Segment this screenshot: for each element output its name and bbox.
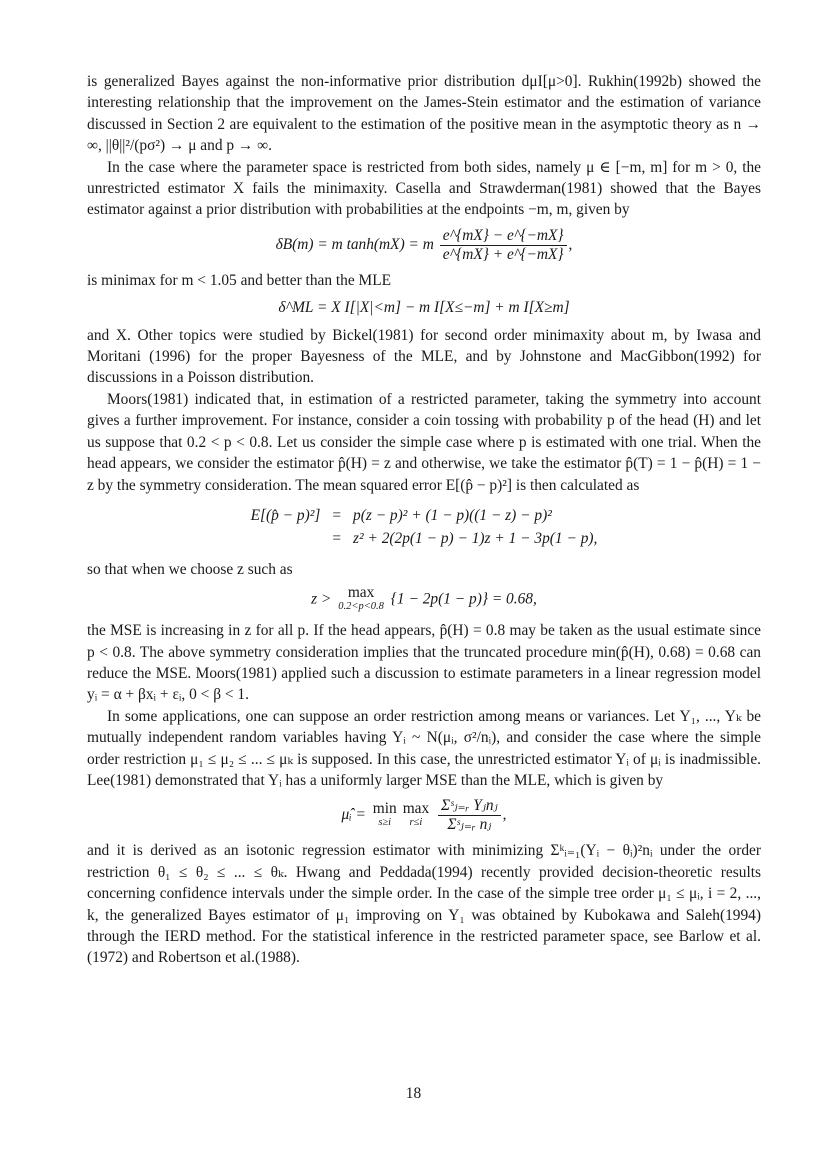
paragraph-7: the MSE is increasing in z for all p. If the head appears, p̂(H) = 0.8 may be taken as the usual estimate since p < 0.8. The above symmetry consideration implies that the truncated procedure min(p̂(H), 0.68) = 0.68 can reduce the MSE. Moors(1981) applied such a discussion to estimate parameters in a linear regression model yᵢ = α + βxᵢ + εᵢ, 0 < β < 1. [87,622,761,704]
equation-bayes-estimator [87,227,761,264]
zchoice-rhs: {1 − 2p(1 − p)} = 0.68, [390,590,537,608]
mse-rhs-2: z² + 2(2p(1 − p) − 1)z + 1 − 3p(1 − p), [353,530,598,548]
bayes-tail: , [568,235,573,253]
iso-numerator: Σˢⱼ₌ᵣ Yⱼnⱼ [438,797,501,816]
zchoice-limits: 0.2<p<0.8 [338,601,384,613]
zchoice-lhs: z > [311,590,332,608]
equation-z-choice [87,586,761,614]
zchoice-max-operator [338,586,384,614]
paragraph-2: In the case where the parameter space is restricted from both sides, namely μ ∈ [−m, m] for m > 0, the unrestricted estimator X fails the minimaxity. Casella and Strawderman(1981) showed that the Bayes estimator against a prior distribution with probabilities at the endpoints −m, m, given by [87,158,761,219]
paragraph-5: Moors(1981) indicated that, in estimation of a restricted parameter, taking the symmetry into account gives a further improvement. For instance, consider a coin tossing with probability p of the head (H) and let us suppose that 0.2 < p < 0.8. Let us consider the simple case where p is estimated with one trial. When the head appears, we consider the estimator p̂(H) = z and otherwise, we take the estimator p̂(T) = 1 − p̂(H) = 1 − z by the symmetry consideration. The mean squared error E[(p̂ − p)²] is then calculated as [87,390,761,494]
bayes-denominator: e^{mX} + e^{−mX} [442,245,564,263]
iso-limit-min: s≥i [378,816,392,828]
iso-op-max: max [402,799,430,817]
iso-min-operator [372,799,397,830]
paragraph-8: In some applications, one can suppose an order restriction among means or variances. Let Y₁, ..., Yₖ be mutually independent random variables having Yᵢ ~ N(μᵢ, σ²/nᵢ), and consider the case where the simple order restriction μ₁ ≤ μ₂ ≤ ... ≤ μₖ is supposed. In this case, the unrestricted estimator Yᵢ of μᵢ is inadmissible. Lee(1981) demonstrated that Yᵢ has a uniformly larger MSE than the MLE, which is given by [87,707,761,789]
mse-eq-2: = [332,530,342,548]
paragraph-9: and it is derived as an isotonic regression estimator with minimizing Σᵏᵢ₌₁(Yᵢ − θᵢ)²nᵢ under the order restriction θ₁ ≤ θ₂ ≤ ... ≤ θₖ. Hwang and Peddada(1994) recently provided decision-theoretic results concerning confidence intervals under the simple order. In the case of the simple tree order μ₁ ≤ μᵢ, i = 2, ..., k, the generalized Bayes estimator of μ₁ improving on Y₁ was obtained by Kubokawa and Saleh(1994) through the IERD method. For the statistical inference in the restricted parameter space, see Barlow et al.(1972) and Robertson et al.(1988). [87,842,761,967]
paragraph-3: is minimax for m < 1.05 and better than the MLE [87,271,392,289]
iso-op-min: min [372,799,397,817]
bayes-lhs: δB(m) = m tanh(mX) = m [275,235,434,253]
equation-mse [245,504,604,551]
equation-isotonic-mle [87,797,761,834]
paragraph-6: so that when we choose z such as [87,560,293,578]
bayes-fraction [440,227,567,264]
zchoice-op: max [347,584,375,602]
mse-rhs-1: p(z − p)² + (1 − p)((1 − z) − p)² [353,506,552,524]
iso-tail: , [502,806,507,824]
mle-expression: δ^ML = X I[|X|<m] − m I[X≤−m] + m I[X≥m] [278,299,570,317]
iso-max-operator [402,799,430,830]
bayes-numerator: e^{mX} − e^{−mX} [440,227,567,246]
paragraph-4: and X. Other topics were studied by Bickel(1981) for second order minimaxity about m, by Iwasa and Moritani (1996) for the proper Bayesness of the MLE, and by Johnstone and MacGibbon(1992) for discussions in a Poisson distribution. [87,326,761,387]
equation-mle [87,297,761,318]
mse-lhs: E[(p̂ − p)²] [250,506,321,524]
iso-denominator: Σˢⱼ₌ᵣ nⱼ [447,816,492,834]
mse-eq-1: = [332,506,342,524]
iso-limit-max: r≤i [409,816,423,828]
body-text [87,71,761,969]
paragraph-1: is generalized Bayes against the non-informative prior distribution dμI[μ>0]. Rukhin(1992b) showed the interesting relationship that the improvement on the James-Stein estimator and the estimation of variance discussed in Section 2 are equivalent to the estimation of the positive mean in the asymptotic theory as n → ∞, ||θ||²/(pσ²) → μ and p → ∞. [87,73,761,155]
iso-lhs: μ̂ᵢ = [341,806,366,824]
iso-fraction [438,797,501,834]
page-number: 18 [405,1085,422,1102]
